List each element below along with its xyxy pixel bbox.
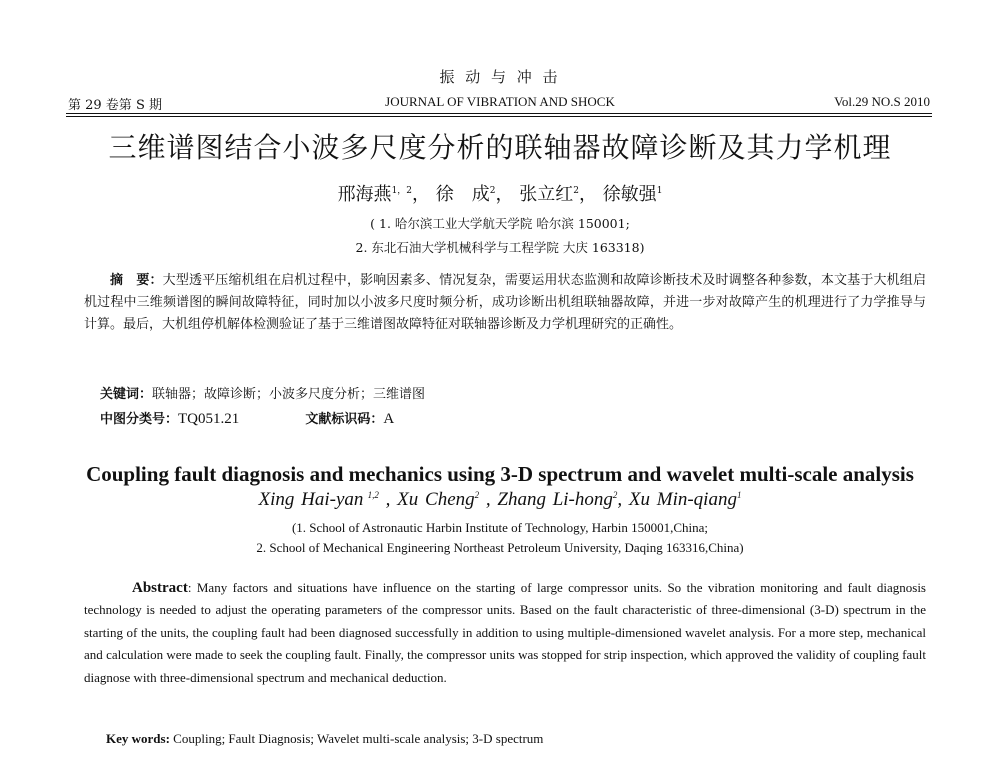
author-cn: 张立红$^2$， xyxy=(519,184,597,205)
author-list-en xyxy=(0,489,1000,511)
abstract-cn-text: 大型透平压缩机组在启机过程中，影响因素多、情况复杂，需要运用状态监测和故障诊断技术及时调整各种参数，本文基于大机组启机过程中三维频谱图的瞬间故障特征，同时加以小波多尺度时频分析，成功诊断出机组联轴器故障，并进一步对故障产生的机理进行了力学推导与计算。最后，大机组停机解体检测验证了基于三维谱图故障特征对联轴器诊断及力学机理研究的正确性。 xyxy=(84,273,926,332)
author-en: Xing Hai-yan $^{1,2}$ , xyxy=(258,489,398,510)
volume-issue-en: Vol.29 NO.S 2010 xyxy=(834,94,930,109)
keywords-en-text: Coupling; Fault Diagnosis; Wavelet multi-scale analysis; 3-D spectrum xyxy=(169,731,544,746)
author-en: Xu Min-qiang$^1$ xyxy=(628,489,742,510)
author-list-cn xyxy=(0,180,1000,206)
doc-code-value: A xyxy=(383,411,395,427)
keywords-cn xyxy=(100,383,425,402)
header-rule xyxy=(66,113,932,114)
author-en: Zhang Li-hong$^2$, xyxy=(497,489,629,510)
journal-name-en: JOURNAL OF VIBRATION AND SHOCK xyxy=(385,94,615,109)
clc-label: 中图分类号： xyxy=(100,412,179,427)
abstract-cn-label: 摘 要： xyxy=(110,273,163,288)
affiliation-cn-1: ( 1. 哈尔滨工业大学航天学院 哈尔滨 150001; xyxy=(370,216,630,231)
keywords-cn-text: 联轴器；故障诊断；小波多尺度分析；三维谱图 xyxy=(152,387,426,402)
journal-name-cn: 振 动 与 冲 击 xyxy=(439,68,561,86)
keywords-en-label: Key words: xyxy=(106,731,170,746)
affiliation-cn-2: 2. 东北石油大学机械科学与工程学院 大庆 163318) xyxy=(355,240,645,255)
abstract-en-label: Abstract xyxy=(132,580,188,596)
affiliation-en-2: 2. School of Mechanical Engineering Northeast Petroleum University, Daqing 163316,China) xyxy=(256,540,744,555)
abstract-en-text: : Many factors and situations have influence on the starting of large compressor units. So the vibration monitoring and fault diagnosis technology is needed to adjust the operating parameters of the compressor units. Based on the fault characteristic of three-dimensional (3-D) spectrum in the starting of the units, the coupling fault had been diagnosed successfully in addition to using multiple-dimensioned wavelet analysis. For a more step, mechanical and calculation were made to seek the coupling fault. Finally, the compressor units was stopped for strip inspection, which approved the validity of coupling fault diagnose with three-dimensional spectrum and mechanical deduction. xyxy=(84,580,926,685)
keywords-en xyxy=(106,731,543,747)
clc-value: TQ051.21 xyxy=(178,411,240,427)
doc-code-label: 文献标识码： xyxy=(305,412,384,427)
author-cn: 邢海燕$^{1,2}$， xyxy=(337,184,431,205)
classification-cn xyxy=(100,408,394,428)
keywords-cn-label: 关键词： xyxy=(100,387,153,402)
paper-title-en: Coupling fault diagnosis and mechanics using 3-D spectrum and wavelet multi-scale analysis xyxy=(86,462,914,486)
author-cn: 徐敏强$^1$ xyxy=(602,184,663,205)
author-en: Xu Cheng$^2$ , xyxy=(397,489,498,510)
volume-issue-cn: 第 29 卷第 S 期 xyxy=(68,98,162,113)
abstract-en xyxy=(84,577,926,689)
header-rule-secondary xyxy=(66,116,932,117)
abstract-cn xyxy=(84,270,926,336)
paper-title-cn: 三维谱图结合小波多尺度分析的联轴器故障诊断及其力学机理 xyxy=(108,131,892,164)
affiliation-en-1: (1. School of Astronautic Harbin Institute of Technology, Harbin 150001,China; xyxy=(291,520,709,535)
author-cn: 徐 成$^2$， xyxy=(435,184,514,205)
